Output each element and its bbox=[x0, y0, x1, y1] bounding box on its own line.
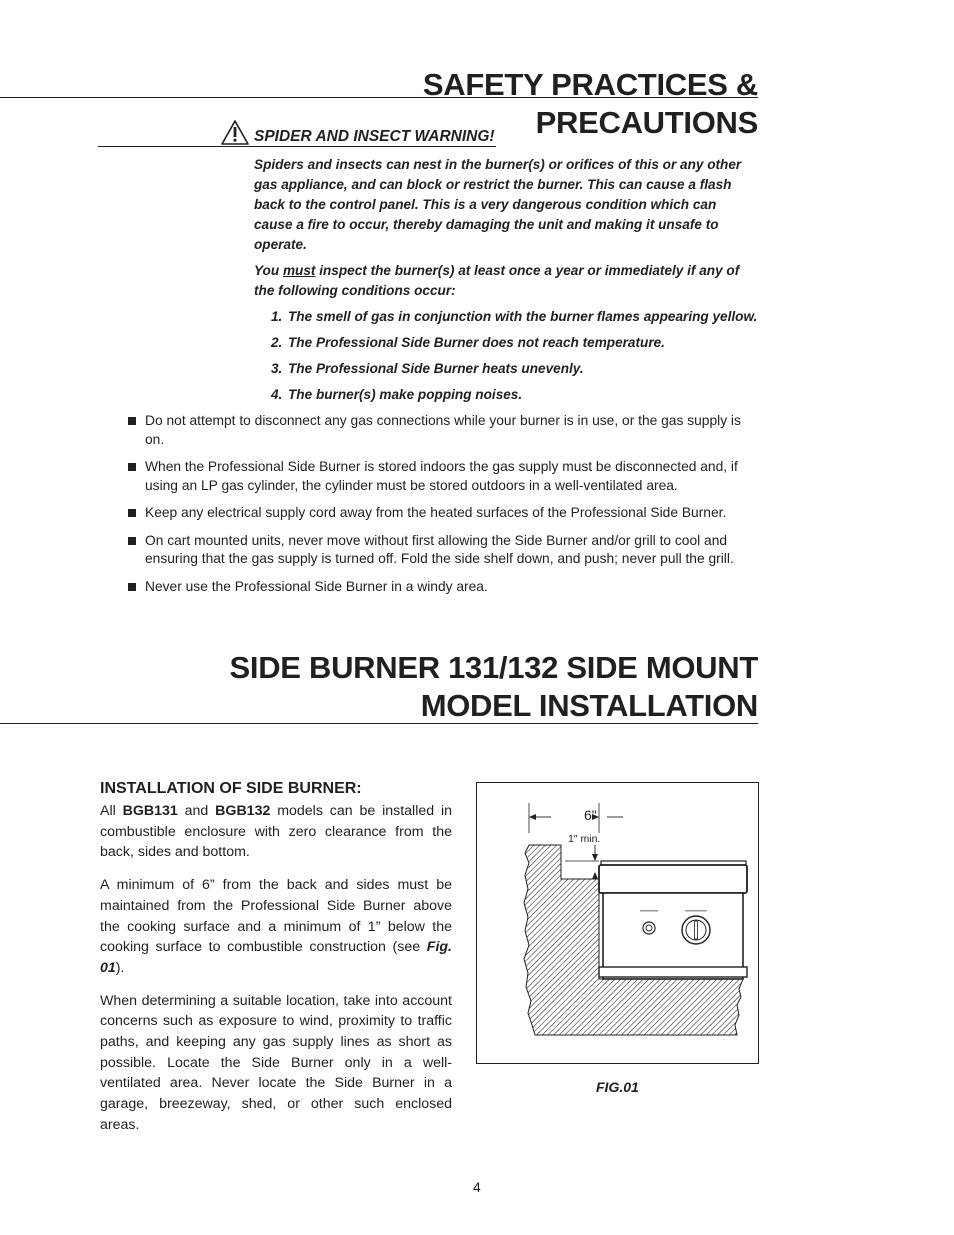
bullet-item: Do not attempt to disconnect any gas connections while your burner is in use, or the gas supply is on. bbox=[128, 412, 758, 449]
bullet-item: On cart mounted units, never move without first allowing the Side Burner and/or grill to cool and ensuring that the gas supply is turned off. Fold the side shelf down, and push; never pull the grill. bbox=[128, 532, 758, 569]
burner-panel bbox=[603, 893, 743, 979]
inspection-paragraph: You must inspect the burner(s) at least once a year or immediately if any of the following conditions occur: bbox=[254, 263, 740, 298]
warning-rule bbox=[98, 146, 496, 147]
installation-paragraph: All BGB131 and BGB132 models can be installed in combustible enclosure with zero clearance from the back, sides and bottom. bbox=[100, 803, 452, 861]
bullet-square-icon bbox=[128, 537, 136, 545]
bullet-item: Never use the Professional Side Burner in a windy area. bbox=[128, 578, 758, 597]
warning-body bbox=[254, 155, 758, 411]
model-bgb131: BGB131 bbox=[122, 803, 178, 819]
warning-title: SPIDER AND INSECT WARNING! bbox=[254, 128, 495, 145]
figure-caption: FIG.01 bbox=[596, 1079, 639, 1095]
condition-item: 4. The burner(s) make popping noises. bbox=[271, 387, 523, 402]
figure-01 bbox=[476, 782, 759, 1064]
installation-title-line2: MODEL INSTALLATION bbox=[420, 688, 758, 723]
condition-item: 3. The Professional Side Burner heats unevenly. bbox=[271, 361, 584, 376]
bullet-item: Keep any electrical supply cord away from the heated surfaces of the Professional Side Burner. bbox=[128, 504, 758, 523]
dimension-1-label: 1" min. bbox=[568, 833, 601, 845]
bullet-item: When the Professional Side Burner is stored indoors the gas supply must be disconnected and, if using an LP gas cylinder, the cylinder must be stored outdoors in a well-ventilated area. bbox=[128, 458, 758, 495]
burner-bottom-trim bbox=[599, 967, 747, 977]
page-number: 4 bbox=[473, 1179, 481, 1195]
installation-body bbox=[100, 801, 452, 1148]
condition-item: 1. The smell of gas in conjunction with the burner flames appearing yellow. bbox=[271, 309, 758, 324]
bullet-square-icon bbox=[128, 509, 136, 517]
safety-title-rule bbox=[0, 97, 758, 98]
installation-subheading: INSTALLATION OF SIDE BURNER: bbox=[100, 780, 362, 797]
bullet-square-icon bbox=[128, 463, 136, 471]
figure-reference: Fig. 01 bbox=[100, 939, 452, 976]
must-emphasis: must bbox=[282, 263, 316, 278]
bullet-square-icon bbox=[128, 417, 136, 425]
clearance-paragraph: A minimum of 6” from the back and sides must be maintained from the Professional Side Burner above the cooking surface and a minimum of 1” below the cooking surface to combustible construction (see Fig. 01). bbox=[100, 877, 452, 976]
safety-bullet-list bbox=[128, 412, 758, 605]
condition-item: 2. The Professional Side Burner does not reach temperature. bbox=[271, 335, 665, 350]
clearance-diagram bbox=[477, 783, 758, 1063]
safety-title: SAFETY PRACTICES & PRECAUTIONS bbox=[422, 67, 758, 140]
burner-top bbox=[599, 865, 747, 893]
installation-title-rule bbox=[0, 723, 758, 724]
dimension-6-label: 6" bbox=[584, 807, 597, 823]
location-paragraph: When determining a suitable location, take into account concerns such as exposure to wind, proximity to traffic paths, and keeping any gas supply lines as short as possible. Locate the Side Burner only in a well-ventilated area. Never locate the Side Burner in a garage, breezeway, shed, or other such enclosed areas. bbox=[100, 992, 452, 1133]
warning-triangle-icon bbox=[221, 120, 249, 145]
installation-title-line1: SIDE BURNER 131/132 SIDE MOUNT bbox=[229, 650, 758, 685]
model-bgb132: BGB132 bbox=[215, 803, 271, 819]
warning-paragraph: Spiders and insects can nest in the burner(s) or orifices of this or any other gas appliance, and can block or restrict the burner. This can cause a flash back to the control panel. This is a very dangerous condition which can cause a fire to occur, thereby damaging the unit and making it unsafe to operate. bbox=[254, 157, 742, 252]
bullet-square-icon bbox=[128, 583, 136, 591]
conditions-list bbox=[254, 307, 758, 405]
